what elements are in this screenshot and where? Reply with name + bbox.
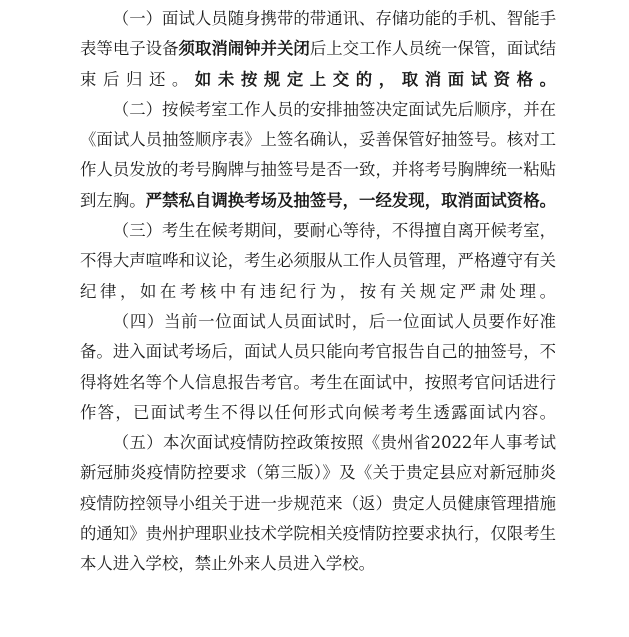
paragraph-1 — [80, 4, 556, 95]
document-body — [80, 4, 556, 580]
p1-text-2: 后上交工作人员统一保管，面试结束后归还。 — [80, 39, 557, 89]
p1-bold-1: 须取消闹钟并关闭 — [178, 39, 310, 59]
p4-text-1: （四）当前一位面试人员面试时，后一位面试人员要作好准备。进入面试考场后，面试人员只能向考官报告自己的抽签号，不得将姓名等个人信息报告考官。考生在面试中，按照考官问话进行作答，已面试考生不得以任何形式向候考考生透露面试内容。 — [80, 311, 556, 422]
p2-text-1: （二）按候考室工作人员的安排抽签决定面试先后顺序，并在《面试人员抽签顺序表》上签名确认，妥善保管好抽签号。核对工作人员发放的考号胸牌与抽签号是否一致，并将考号胸牌统一粘贴到左胸。 — [80, 99, 556, 210]
p1-bold-2: 如未按规定上交的，取消面试资格。 — [194, 69, 557, 89]
paragraph-2 — [80, 95, 556, 216]
p1-text-1: （一）面试人员随身携带的带通讯、存储功能的手机、智能手表等电子设备 — [80, 9, 556, 59]
p2-bold-1: 严禁私自调换考场及抽签号，一经发现，取消面试资格。 — [145, 190, 557, 210]
paragraph-3 — [80, 216, 556, 307]
paragraph-5 — [80, 428, 556, 579]
p3-text-1: （三）考生在候考期间，要耐心等待，不得擅自离开候考室，不得大声喧哗和议论，考生必须服从工作人员管理，严格遵守有关纪律，如在考核中有违纪行为，按有关规定严肃处理。 — [80, 221, 556, 301]
paragraph-4 — [80, 307, 556, 428]
p5-text-1: （五）本次面试疫情防控政策按照《贵州省2022年人事考试新冠肺炎疫情防控要求（第三版）》及《关于贵定县应对新冠肺炎疫情防控领导小组关于进一步规范来（返）贵定人员健康管理措施的通知》贵州护理职业技术学院相关疫情防控要求执行，仅限考生本人进入学校，禁止外来人员进入学校。 — [80, 433, 556, 574]
